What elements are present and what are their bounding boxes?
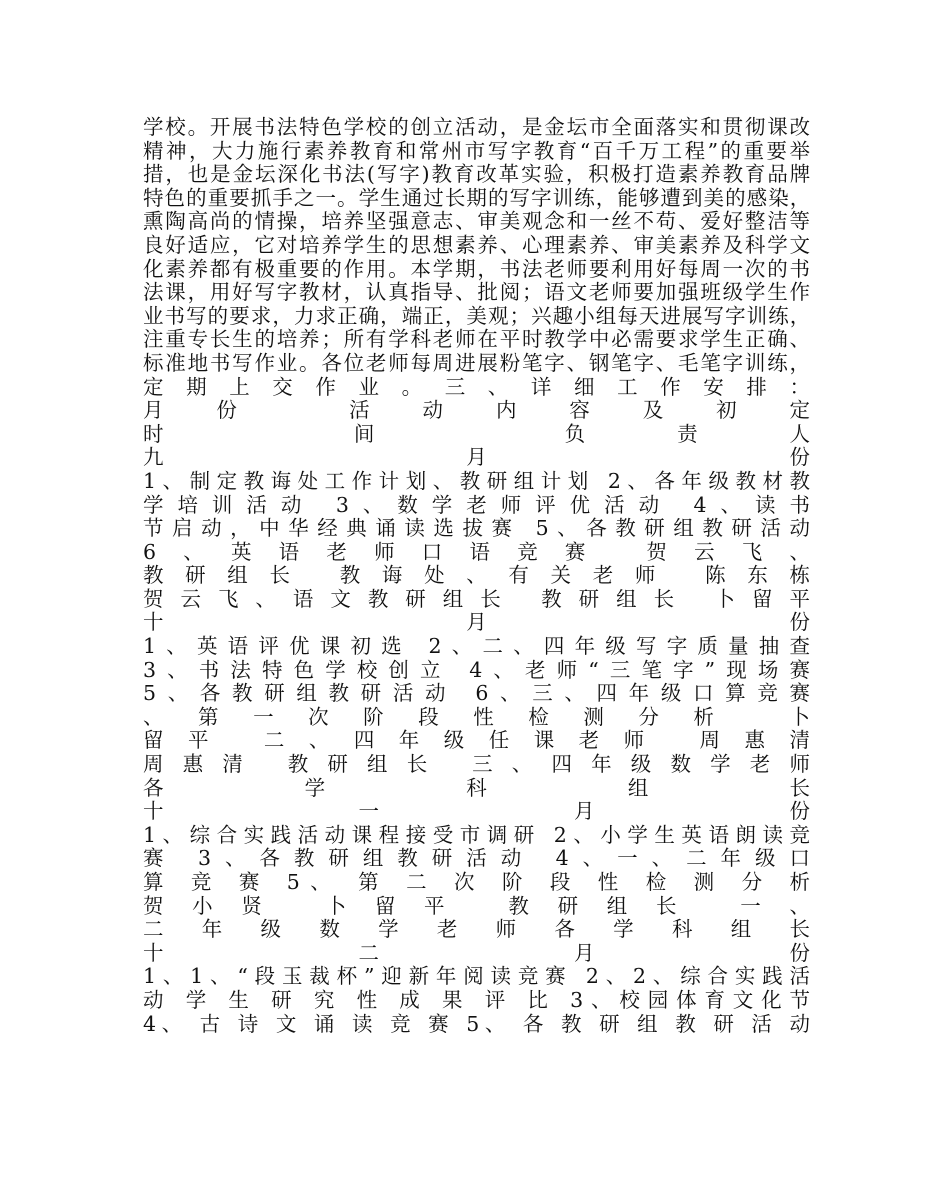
text-line: 4、 古 诗 文 诵 读 竞 赛 5、 各 教 研 组 教 研 活 动 — [143, 1012, 810, 1036]
text-line: 学校。开展书法特色学校的创立活动，是金坛市全面落实和贯彻课改 — [143, 116, 810, 139]
text-line: 特色的重要抓手之一。学生通过长期的写字训练，能够遭到美的感染， — [143, 186, 810, 210]
text-line: 措，也是金坛深化书法(写字)教育改革实验，积极打造素养教育品牌 — [143, 163, 810, 187]
text-line: 算 竞 赛 5、 第 二 次 阶 段 性 检 测 分 析 — [143, 871, 810, 894]
text-line: 1、综合实践活动课程接受市调研 2、小学生英语朗读竞 — [143, 823, 810, 847]
text-line: 定 期 上 交 作 业 。 三 、 详 细 工 作 安 排 ： — [143, 375, 810, 399]
text-line: 动 学 生 研 究 性 成 果 评 比 3、校园体育文化节 — [143, 988, 810, 1012]
text-line: 赛 3、各教研组教研活动 4、一、二年级口 — [143, 847, 810, 871]
text-line: 注重专长生的培养；所有学科老师在平时教学中必需要求学生正确、 — [143, 328, 810, 352]
text-line: 十 一 月 份 — [143, 800, 810, 824]
text-line: 时 间 负责人 — [143, 422, 810, 446]
text-line: 、第一次阶段性检测分析 卜 — [143, 705, 810, 729]
text-line: 十 二 月 份 — [143, 941, 810, 965]
text-line: 周惠清 教研组长 三、四年级数学老师 — [143, 753, 810, 777]
text-line: 6、英语老师口语竞赛 贺云飞、 — [143, 540, 810, 564]
text-line: 月份 活动内容及初定 — [143, 399, 810, 423]
text-line: 业书写的要求，力求正确，端正，美观；兴趣小组每天进展写字训练， — [143, 304, 810, 328]
text-line: 贺云飞、语文教研组长 教研组长 卜留平 — [143, 587, 810, 611]
text-line: 留平 二、四年级任课老师 周惠清 — [143, 729, 810, 753]
text-line: 5、各教研组教研活动 6、三、四年级口算竞赛 — [143, 682, 810, 706]
text-line: 标准地书写作业。各位老师每周进展粉笔字、钢笔字、毛笔字训练， — [143, 351, 810, 375]
text-line: 法课，用好写字教材，认真指导、批阅；语文老师要加强班级学生作 — [143, 281, 810, 305]
text-line: 3、书法特色学校创立 4、老师“三笔字”现场赛 — [143, 658, 810, 682]
text-line: 良好适应，它对培养学生的思想素养、心理素养、审美素养及科学文 — [143, 233, 810, 257]
text-line: 贺小贤 卜留平 教研组长 一、 — [143, 894, 810, 918]
text-line: 1、英语评优课初选 2、二、四年级写字质量抽查 — [143, 635, 810, 659]
text-line: 学培训活动 3、数学老师评优活动 4、读书 — [143, 493, 810, 517]
text-line: 二 年 级 数 学 老 师 各 学 科 组 长 — [143, 918, 810, 942]
text-line: 十 月 份 — [143, 611, 810, 635]
text-line: 熏陶高尚的情操，培养坚强意志、审美观念和一丝不苟、爱好整洁等 — [143, 210, 810, 234]
text-line: 化素养都有极重要的作用。本学期，书法老师要利用好每周一次的书 — [143, 257, 810, 281]
document-body — [143, 116, 810, 1036]
text-line: 各 学 科 组 长 — [143, 776, 810, 800]
text-line: 九 月 份 — [143, 446, 810, 470]
text-line: 1、1、“段玉裁杯”迎新年阅读竞赛 2、2、综合实践活 — [143, 965, 810, 989]
text-line: 1、制定教诲处工作计划、教研组计划 2、各年级教材教 — [143, 469, 810, 493]
text-line: 精神，大力施行素养教育和常州市写字教育“百千万工程”的重要举 — [143, 139, 810, 163]
text-line: 节启动，中华经典诵读选拔赛 5、各教研组教研活动 — [143, 517, 810, 541]
text-line: 教研组长 教诲处、有关老师 陈东栋 — [143, 564, 810, 588]
